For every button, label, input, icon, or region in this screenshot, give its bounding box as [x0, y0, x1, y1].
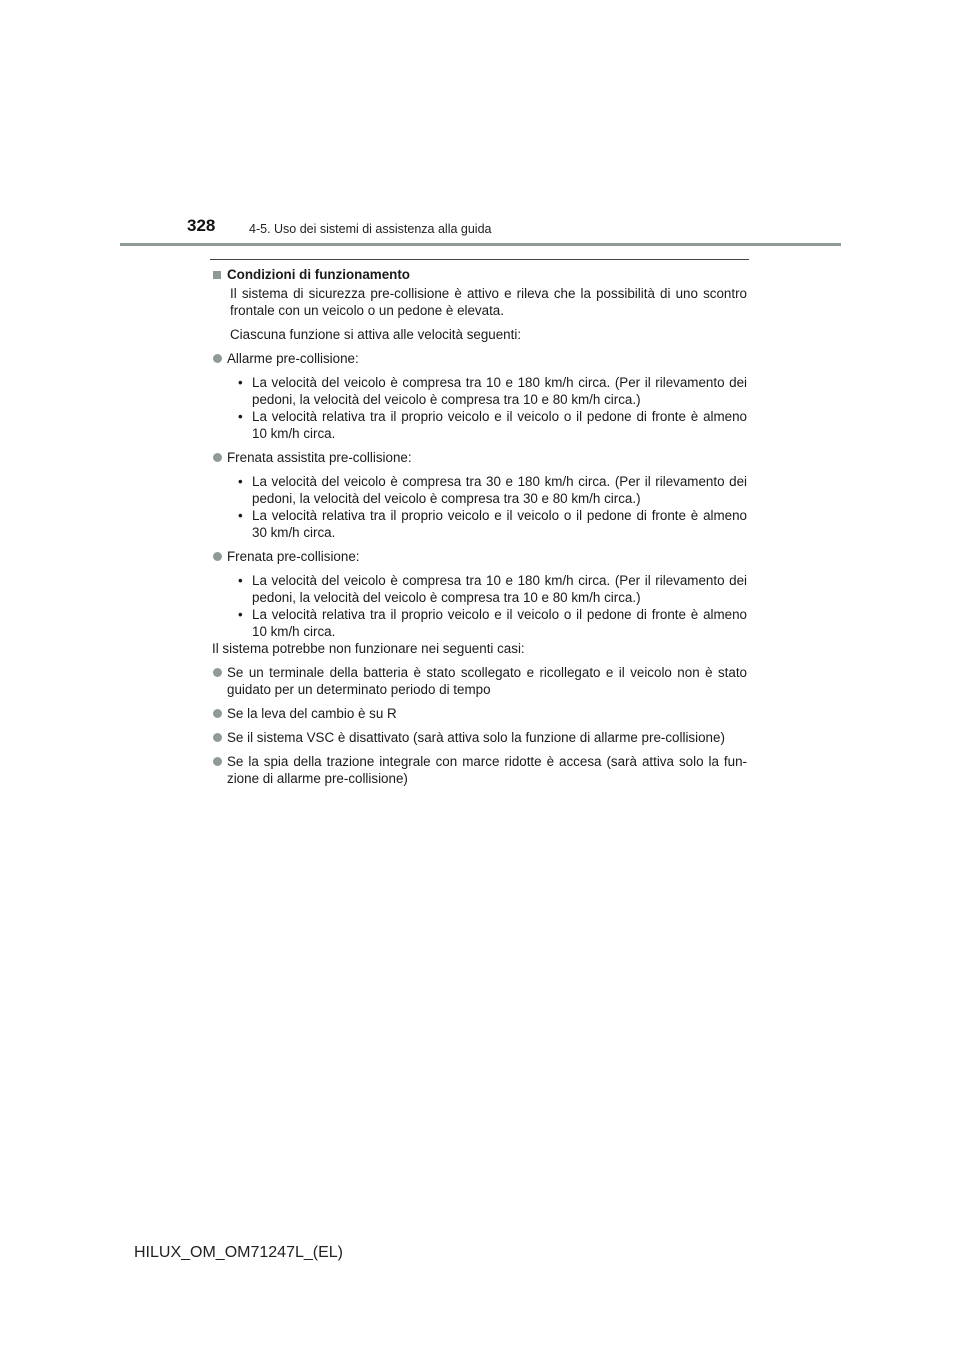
dot-bullet-icon: • [238, 375, 243, 390]
dot-bullet-icon: • [238, 607, 243, 622]
condition-item [212, 664, 747, 698]
section-heading-text: Condizioni di funzionamento [227, 267, 410, 282]
sub-list-text: La velocità relativa tra il proprio veicolo e il veicolo o il pedone di fronte è almeno 30 km/h circa. [252, 508, 747, 540]
function-title: Frenata assistita pre-collisione: [227, 450, 412, 465]
section-divider [210, 259, 749, 260]
sub-list-item [238, 507, 747, 541]
circle-bullet-icon [213, 709, 222, 718]
circle-bullet-icon [213, 552, 222, 561]
condition-item [212, 705, 747, 722]
circle-bullet-icon [213, 354, 222, 363]
sub-list-item [238, 606, 747, 640]
circle-bullet-icon [213, 733, 222, 742]
function-item [212, 548, 747, 565]
function-title: Frenata pre-collisione: [227, 549, 360, 564]
square-bullet-icon [213, 271, 221, 279]
sub-list-text: La velocità del veicolo è compresa tra 10 e 180 km/h circa. (Per il rilevamento dei pedoni, la velocità del veicolo è compresa tra 10 e 80 km/h circa.) [252, 375, 747, 407]
circle-bullet-icon [213, 453, 222, 462]
document-code: HILUX_OM_OM71247L_(EL) [134, 1244, 343, 1261]
intro-paragraph: Il sistema di sicurezza pre-collisione è attivo e rileva che la possibilità di uno scontro frontale con un veicolo o un pedone è elevata. [230, 286, 747, 318]
not-working-lead: Il sistema potrebbe non funzionare nei seguenti casi: [212, 641, 525, 656]
section-heading [212, 266, 747, 283]
running-head: 4-5. Uso dei sistemi di assistenza alla guida [249, 222, 492, 236]
circle-bullet-icon [213, 757, 222, 766]
dot-bullet-icon: • [238, 409, 243, 424]
header-divider [120, 243, 841, 246]
sub-list-text: La velocità relativa tra il proprio veicolo e il veicolo o il pedone di fronte è almeno 10 km/h circa. [252, 607, 747, 639]
sub-list-text: La velocità del veicolo è compresa tra 30 e 180 km/h circa. (Per il rilevamento dei pedoni, la velocità del veicolo è compresa tra 30 e 80 km/h circa.) [252, 474, 747, 506]
sub-list-item [238, 572, 747, 606]
condition-text: Se un terminale della batteria è stato scollegato e ricollegato e il veicolo non è stato guidato per un determinato periodo di tempo [227, 665, 747, 697]
condition-text: Se la spia della trazione integrale con marce ridotte è accesa (sarà attiva solo la fun-zione di allarme pre-collisione) [227, 754, 747, 786]
function-item [212, 449, 747, 466]
sub-list-item [238, 408, 747, 442]
function-title: Allarme pre-collisione: [227, 351, 359, 366]
sub-list-text: La velocità relativa tra il proprio veicolo e il veicolo o il pedone di fronte è almeno 10 km/h circa. [252, 409, 747, 441]
section-body [212, 266, 747, 787]
dot-bullet-icon: • [238, 573, 243, 588]
function-item [212, 350, 747, 367]
condition-text: Se il sistema VSC è disattivato (sarà attiva solo la funzione di allarme pre-collisione) [227, 730, 725, 745]
dot-bullet-icon: • [238, 508, 243, 523]
sub-list-text: La velocità del veicolo è compresa tra 10 e 180 km/h circa. (Per il rilevamento dei pedoni, la velocità del veicolo è compresa tra 10 e 80 km/h circa.) [252, 573, 747, 605]
condition-item [212, 729, 747, 746]
sub-list-item [238, 473, 747, 507]
condition-item [212, 753, 747, 787]
condition-text: Se la leva del cambio è su R [227, 706, 397, 721]
lead-paragraph: Ciascuna funzione si attiva alle velocità seguenti: [230, 327, 522, 342]
sub-list-item [238, 374, 747, 408]
page-number: 328 [187, 216, 216, 235]
circle-bullet-icon [213, 668, 222, 677]
dot-bullet-icon: • [238, 474, 243, 489]
